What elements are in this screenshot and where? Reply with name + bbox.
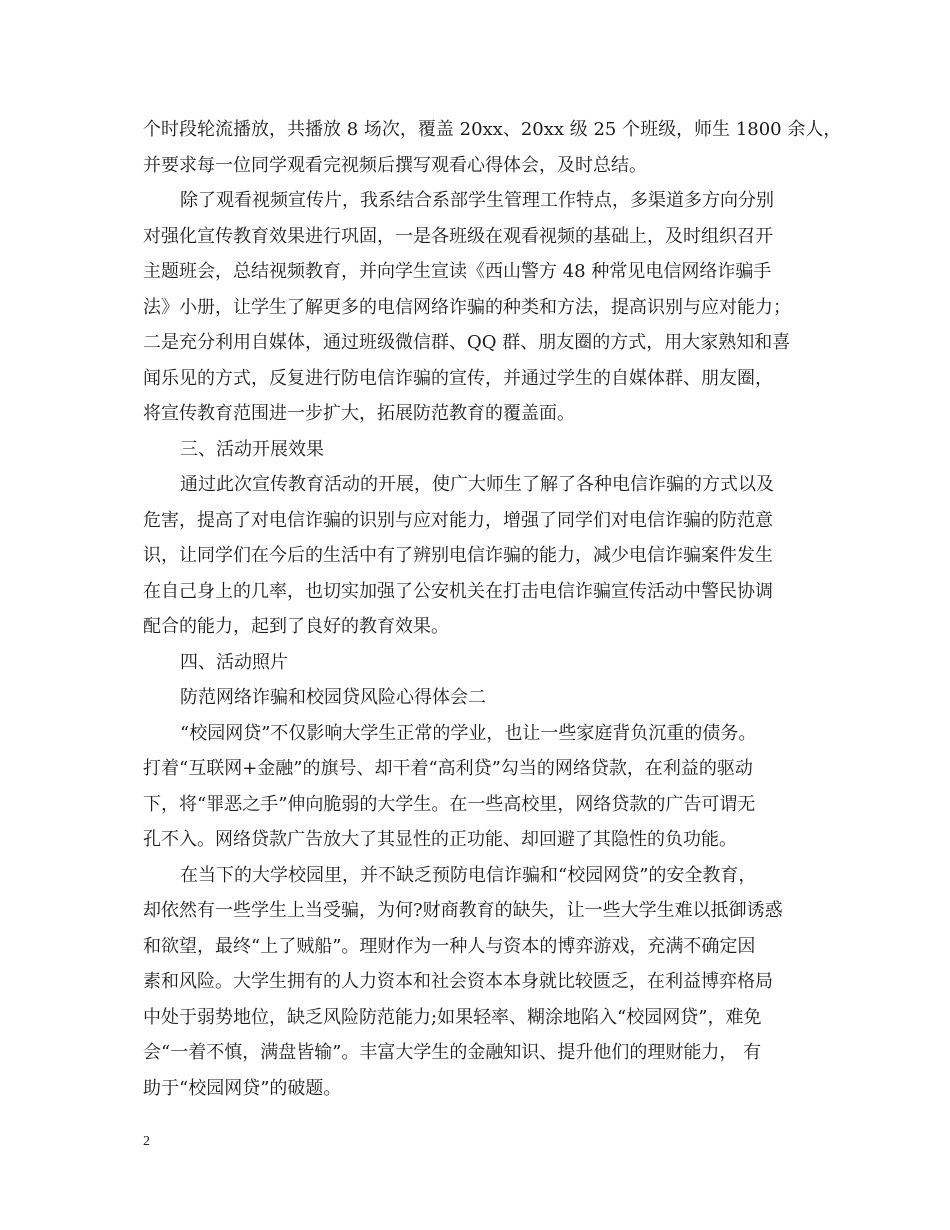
text-line: 二是充分利用自媒体，通过班级微信群、QQ 群、朋友圈的方式，用大家熟知和喜	[143, 332, 791, 353]
paragraph	[143, 645, 811, 681]
text-line: 对强化宣传教育效果进行巩固，一是各班级在观看视频的基础上，及时组织召开	[143, 225, 773, 247]
paragraph	[143, 858, 811, 1107]
text-line: 除了观看视频宣传片，我系结合系部学生管理工作特点，多渠道多方向分别	[180, 190, 774, 211]
text-line: 并要求每一位同学观看完视频后撰写观看心得体会，及时总结。	[143, 154, 647, 176]
text-line: 素和风险。大学生拥有的人力资本和社会资本本身就比较匮乏，在利益博弈格局	[143, 971, 773, 992]
text-line: 助于“校园网贷”的破题。	[143, 1077, 342, 1099]
text-line: 通过此次宣传教育活动的开展，使广大师生了解了各种电信诈骗的方式以及	[180, 474, 774, 495]
text-line: 中处于弱势地位，缺乏风险防范能力;如果轻率、糊涂地陷入“校园网贷”，难免	[143, 1006, 762, 1028]
text-line: 主题班会，总结视频教育，并向学生宣读《西山警方 48 种常见电信网络诈骗手	[143, 261, 772, 282]
text-line: 和欲望，最终“上了贼船”。理财作为一种人与资本的博弈游戏，充满不确定因	[143, 935, 756, 957]
paragraph	[143, 680, 811, 716]
text-line: 却依然有一些学生上当受骗，为何?财商教育的缺失，让一些大学生难以抵御诱惑	[143, 900, 783, 921]
text-line: 将宣传教育范围进一步扩大，拓展防范教育的覆盖面。	[143, 403, 575, 424]
paragraph	[143, 467, 811, 645]
text-line: 打着“互联网+金融”的旗号、却干着“高利贷”勾当的网络贷款，在利益的驱动	[143, 758, 753, 779]
text-line: 孔不入。网络贷款广告放大了其显性的正功能、却回避了其隐性的负功能。	[143, 829, 737, 850]
text-line: 四、活动照片	[180, 651, 288, 673]
text-line: 识，让同学们在今后的生活中有了辨别电信诈骗的能力，减少电信诈骗案件发生	[143, 545, 773, 566]
text-line: 会“一着不慎，满盘皆输”。丰富大学生的金融知识、提升他们的理财能力， 有	[143, 1042, 762, 1063]
text-line: 在自己身上的几率，也切实加强了公安机关在打击电信诈骗宣传活动中警民协调	[143, 580, 773, 602]
paragraph	[143, 716, 811, 858]
text-line: 个时段轮流播放，共播放 8 场次，覆盖 20xx、20xx 级 25 个班级，师生 1800 余人，	[143, 119, 842, 140]
text-line: 法》小册，让学生了解更多的电信网络诈骗的种类和方法，提高识别与应对能力；	[143, 296, 791, 318]
text-line: “校园网贷”不仅影响大学生正常的学业，也让一些家庭背负沉重的债务。	[180, 722, 757, 744]
page-number: 2	[143, 1134, 150, 1149]
paragraph	[143, 112, 842, 183]
text-line: 配合的能力，起到了良好的教育效果。	[143, 616, 449, 637]
text-line: 在当下的大学校园里，并不缺乏预防电信诈骗和“校园网贷”的安全教育，	[180, 864, 757, 886]
body-text	[143, 112, 842, 1106]
text-line: 下，将“罪恶之手”伸向脆弱的大学生。在一些高校里，网络贷款的广告可谓无	[143, 793, 756, 815]
text-line: 危害，提高了对电信诈骗的识别与应对能力，增强了同学们对电信诈骗的防范意	[143, 509, 773, 531]
paragraph	[143, 183, 811, 432]
text-line: 闻乐见的方式，反复进行防电信诈骗的宣传，并通过学生的自媒体群、朋友圈，	[143, 367, 773, 389]
text-line: 防范网络诈骗和校园贷风险心得体会二	[180, 687, 486, 708]
paragraph	[143, 432, 811, 468]
text-line: 三、活动开展效果	[180, 438, 324, 460]
